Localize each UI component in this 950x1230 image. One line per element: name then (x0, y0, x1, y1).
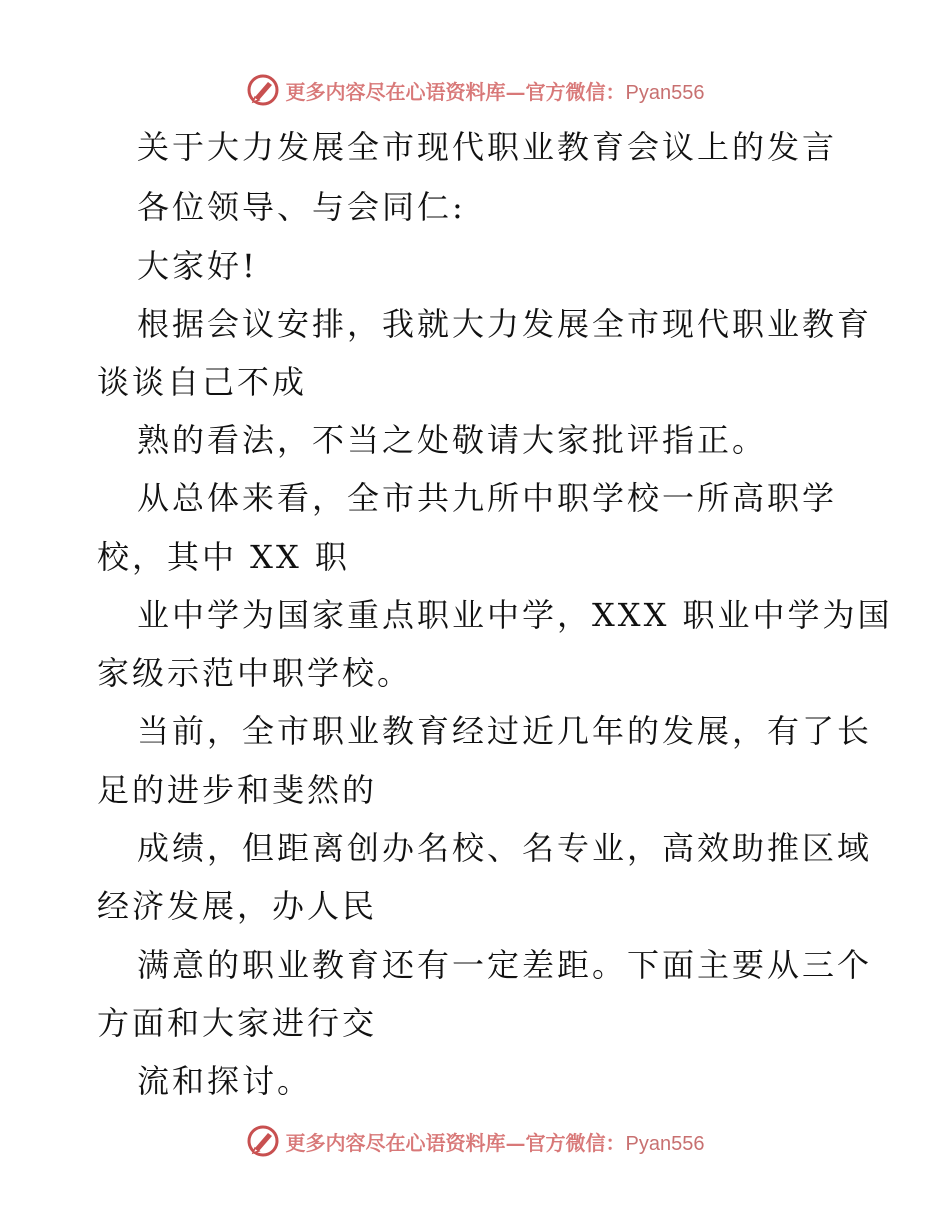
watermark-id: Pyan556 (625, 81, 705, 104)
paragraph-line: 谈谈自己不成 (97, 363, 308, 401)
paragraph-line: 方面和大家进行交 (97, 1004, 378, 1042)
paragraph-line: 校，其中 XX 职 (97, 538, 350, 576)
paragraph-line: 业中学为国家重点职业中学，XXX 职业中学为国 (137, 596, 893, 634)
watermark-dash: — (505, 1130, 526, 1155)
paragraph-line: 从总体来看，全市共九所中职学校一所高职学 (137, 479, 838, 517)
watermark-text (286, 76, 705, 105)
document-title: 关于大力发展全市现代职业教育会议上的发言 (137, 128, 838, 166)
footer-watermark (0, 1121, 950, 1161)
paragraph-line: 根据会议安排，我就大力发展全市现代职业教育 (137, 305, 873, 343)
watermark-dash: — (505, 79, 526, 104)
paragraph-line: 大家好! (137, 247, 258, 285)
pen-seal-icon (246, 1124, 280, 1158)
watermark-site: 更多内容尽在心语资料库 (285, 79, 506, 104)
watermark-id: Pyan556 (625, 1132, 705, 1155)
paragraph-line: 成绩，但距离创办名校、名专业，高效助推区域 (137, 829, 873, 867)
watermark-site: 更多内容尽在心语资料库 (285, 1130, 506, 1155)
paragraph-line: 家级示范中职学校。 (97, 654, 413, 692)
watermark-label: 官方微信： (525, 79, 626, 104)
header-watermark (0, 70, 950, 110)
paragraph-line: 满意的职业教育还有一定差距。下面主要从三个 (137, 946, 873, 984)
pen-seal-icon (246, 73, 280, 107)
paragraph-line: 经济发展，办人民 (97, 887, 378, 925)
watermark-text (286, 1127, 705, 1156)
paragraph-line: 当前，全市职业教育经过近几年的发展，有了长 (137, 712, 873, 750)
paragraph-line: 流和探讨。 (137, 1062, 313, 1100)
watermark-label: 官方微信： (525, 1130, 626, 1155)
paragraph-line: 熟的看法，不当之处敬请大家批评指正。 (137, 421, 768, 459)
paragraph-line: 各位领导、与会同仁: (137, 188, 466, 226)
paragraph-line: 足的进步和斐然的 (97, 771, 378, 809)
